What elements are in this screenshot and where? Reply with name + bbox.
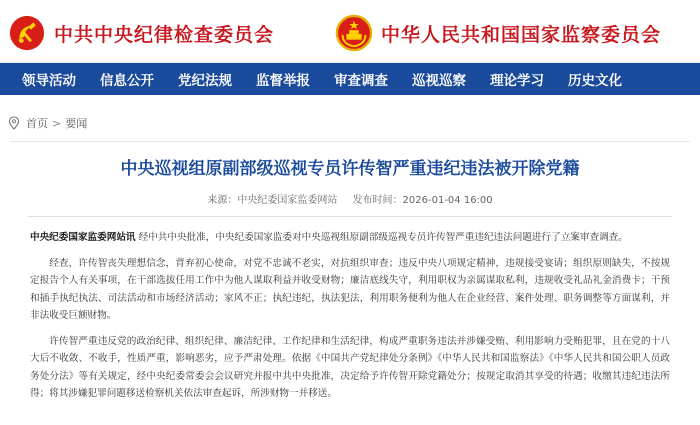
nav-theory-study[interactable]: 理论学习 bbox=[490, 73, 544, 89]
time-label: 发布时间： bbox=[352, 195, 403, 206]
time-value: 2026-01-04 16:00 bbox=[402, 195, 493, 206]
article-source bbox=[207, 195, 337, 206]
article-body bbox=[0, 229, 700, 403]
nav-supervision-report[interactable]: 监督举报 bbox=[256, 73, 310, 89]
main-navigation bbox=[0, 63, 700, 95]
nav-history-culture[interactable]: 历史文化 bbox=[568, 73, 622, 89]
article-time bbox=[353, 195, 493, 206]
article-paragraph-2: 经查，许传智丧失理想信念，背弃初心使命，对党不忠诚不老实，对抗组织审查；违反中央八项规定精神，违规接受宴请；组织原则缺失，不按规定报告个人有关事项，在干部选拔任用工作中为他人谋取利益并收受财物；廉洁底线失守，利用职权为亲属谋取私利，违规收受礼品礼金消费卡；干预和插手执纪执法、司法活动和市场经济活动；家风不正；执纪违纪，执法犯法，利用职务便利为他人在企业经营、案件处理、职务调整等方面谋利，并非法收受巨额财物。 bbox=[30, 257, 670, 321]
breadcrumb-home[interactable]: 首页 bbox=[26, 117, 48, 130]
article-paragraph-3: 许传智严重违反党的政治纪律、组织纪律、廉洁纪律、工作纪律和生活纪律，构成严重职务违法并涉嫌受贿、利用影响力受贿犯罪，且在党的十八大后不收敛、不收手，性质严重，影响恶劣，应予严肃处理。依据《中国共产党纪律处分条例》《中华人民共和国监察法》《中华人民共和国公职人员政务处分法》等有关规定，经中央纪委常委会会议研究并报中共中央批准，决定给予许传智开除党籍处分；按规定取消其享受的待遇；收缴其违纪违法所得；将其涉嫌犯罪问题移送检察机关依法审查起诉，所涉财物一并移送。 bbox=[30, 335, 670, 399]
national-emblem-icon bbox=[335, 14, 373, 52]
left-site-title: 中共中央纪律检查委员会 bbox=[54, 23, 275, 46]
breadcrumb bbox=[0, 111, 700, 135]
nav-info-disclosure[interactable]: 信息公开 bbox=[100, 73, 154, 89]
source-label: 来源： bbox=[207, 195, 238, 206]
cpc-discipline-brand[interactable] bbox=[8, 14, 274, 52]
article-lead bbox=[30, 229, 670, 247]
nav-investigation[interactable]: 审查调查 bbox=[334, 73, 388, 89]
lead-text: 经中共中央批准，中央纪委国家监委对中央巡视组原副部级巡视专员许传智严重违纪违法问题进行了立案审查调查。 bbox=[135, 232, 628, 243]
nav-inspection[interactable]: 巡视巡察 bbox=[412, 73, 466, 89]
article-meta bbox=[0, 191, 700, 206]
national-supervision-brand[interactable] bbox=[335, 14, 661, 52]
nav-party-regulations[interactable]: 党纪法规 bbox=[178, 73, 232, 89]
nav-leadership[interactable]: 领导活动 bbox=[22, 73, 76, 89]
breadcrumb-separator: > bbox=[52, 116, 62, 130]
meta-divider bbox=[28, 216, 672, 217]
right-site-title: 中华人民共和国国家监察委员会 bbox=[381, 23, 662, 46]
site-header bbox=[0, 0, 700, 63]
breadcrumb-divider bbox=[10, 141, 690, 142]
breadcrumb-current[interactable]: 要闻 bbox=[65, 117, 88, 130]
location-pin-icon bbox=[8, 116, 20, 130]
source-value: 中央纪委国家监委网站 bbox=[237, 195, 338, 206]
party-emblem-icon bbox=[8, 14, 46, 52]
article-title: 中央巡视组原副部级巡视专员许传智严重违纪违法被开除党籍 bbox=[120, 159, 580, 179]
lead-source-tag: 中央纪委国家监委网站讯 bbox=[30, 232, 136, 243]
